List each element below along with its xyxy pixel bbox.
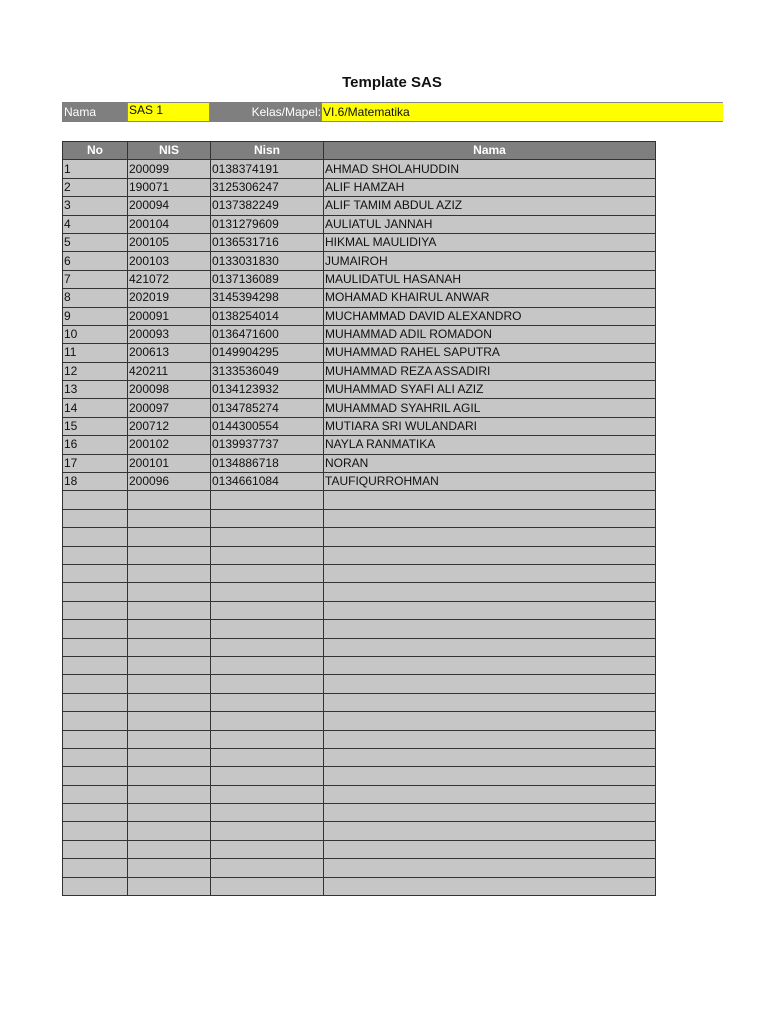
cell-no[interactable]: [63, 638, 128, 656]
cell-nisn[interactable]: [211, 528, 324, 546]
cell-nis[interactable]: [128, 656, 211, 674]
kelas-mapel-value-cell[interactable]: VI.6/Matematika: [322, 102, 723, 122]
cell-nama[interactable]: HIKMAL MAULIDIYA: [324, 233, 656, 251]
cell-nama[interactable]: [324, 767, 656, 785]
table-row: [63, 822, 656, 840]
cell-nis[interactable]: [128, 804, 211, 822]
table-row: [63, 362, 656, 380]
cell-nisn[interactable]: 0131279609: [211, 215, 324, 233]
table-row: [63, 712, 656, 730]
table-row: [63, 748, 656, 766]
cell-nama[interactable]: [324, 785, 656, 803]
cell-no[interactable]: [63, 840, 128, 858]
cell-no[interactable]: [63, 767, 128, 785]
cell-no[interactable]: [63, 748, 128, 766]
cell-nisn[interactable]: 0134123932: [211, 381, 324, 399]
cell-nama[interactable]: TAUFIQURROHMAN: [324, 473, 656, 491]
table-row: [63, 877, 656, 895]
table-row: [63, 417, 656, 435]
cell-no[interactable]: 17: [63, 454, 128, 472]
cell-nis[interactable]: [128, 638, 211, 656]
cell-nama[interactable]: ALIF HAMZAH: [324, 178, 656, 196]
table-row: [63, 509, 656, 527]
table-row: [63, 491, 656, 509]
cell-no[interactable]: 4: [63, 215, 128, 233]
cell-nisn[interactable]: 0144300554: [211, 417, 324, 435]
cell-nisn[interactable]: [211, 675, 324, 693]
cell-nis[interactable]: [128, 785, 211, 803]
table-row: [63, 546, 656, 564]
cell-nama[interactable]: [324, 675, 656, 693]
table-row: [63, 325, 656, 343]
cell-nis[interactable]: 421072: [128, 270, 211, 288]
cell-nisn[interactable]: [211, 822, 324, 840]
cell-nama[interactable]: MAULIDATUL HASANAH: [324, 270, 656, 288]
table-row: [63, 620, 656, 638]
cell-nisn[interactable]: [211, 583, 324, 601]
cell-nisn[interactable]: [211, 859, 324, 877]
table-row: [63, 344, 656, 362]
cell-no[interactable]: 5: [63, 233, 128, 251]
cell-no[interactable]: 15: [63, 417, 128, 435]
table-row: [63, 675, 656, 693]
cell-nisn[interactable]: [211, 546, 324, 564]
cell-nama[interactable]: [324, 564, 656, 582]
cell-nis[interactable]: [128, 564, 211, 582]
table-row: [63, 233, 656, 251]
cell-nisn[interactable]: [211, 509, 324, 527]
table-row: [63, 270, 656, 288]
cell-nisn[interactable]: 0134785274: [211, 399, 324, 417]
cell-no[interactable]: 13: [63, 381, 128, 399]
cell-no[interactable]: [63, 546, 128, 564]
cell-nisn[interactable]: [211, 601, 324, 619]
table-row: [63, 730, 656, 748]
cell-no[interactable]: [63, 564, 128, 582]
cell-no[interactable]: 6: [63, 252, 128, 270]
table-row: [63, 215, 656, 233]
cell-nama[interactable]: AULIATUL JANNAH: [324, 215, 656, 233]
cell-nis[interactable]: 420211: [128, 362, 211, 380]
table-row: [63, 178, 656, 196]
cell-nisn[interactable]: 0138254014: [211, 307, 324, 325]
cell-nisn[interactable]: [211, 638, 324, 656]
cell-no[interactable]: [63, 730, 128, 748]
cell-nis[interactable]: 202019: [128, 289, 211, 307]
cell-nis[interactable]: [128, 675, 211, 693]
cell-nisn[interactable]: 0136471600: [211, 325, 324, 343]
cell-nis[interactable]: 200712: [128, 417, 211, 435]
cell-no[interactable]: 1: [63, 160, 128, 178]
table-row: [63, 693, 656, 711]
cell-nisn[interactable]: 0139937737: [211, 436, 324, 454]
cell-nis[interactable]: [128, 693, 211, 711]
cell-nama[interactable]: NAYLA RANMATIKA: [324, 436, 656, 454]
cell-nis[interactable]: 190071: [128, 178, 211, 196]
cell-nama[interactable]: NORAN: [324, 454, 656, 472]
student-table: [62, 141, 656, 896]
cell-nisn[interactable]: [211, 748, 324, 766]
cell-nisn[interactable]: [211, 840, 324, 858]
cell-nama[interactable]: MUTIARA SRI WULANDARI: [324, 417, 656, 435]
nama-label: Nama: [62, 102, 127, 122]
cell-no[interactable]: 12: [63, 362, 128, 380]
kelas-mapel-label: Kelas/Mapel:: [210, 102, 322, 122]
cell-nis[interactable]: [128, 601, 211, 619]
table-header-row: [63, 142, 656, 160]
cell-nisn[interactable]: 3145394298: [211, 289, 324, 307]
cell-no[interactable]: [63, 601, 128, 619]
cell-nama[interactable]: [324, 528, 656, 546]
cell-no[interactable]: [63, 491, 128, 509]
cell-nis[interactable]: [128, 730, 211, 748]
cell-nis[interactable]: 200098: [128, 381, 211, 399]
cell-nisn[interactable]: 3125306247: [211, 178, 324, 196]
cell-no[interactable]: [63, 656, 128, 674]
cell-no[interactable]: [63, 804, 128, 822]
cell-nama[interactable]: [324, 822, 656, 840]
cell-no[interactable]: 3: [63, 197, 128, 215]
cell-nama[interactable]: ALIF TAMIM ABDUL AZIZ: [324, 197, 656, 215]
cell-nisn[interactable]: [211, 620, 324, 638]
table-row: [63, 381, 656, 399]
cell-nama[interactable]: [324, 546, 656, 564]
table-row: [63, 638, 656, 656]
cell-nis[interactable]: 200613: [128, 344, 211, 362]
cell-nis[interactable]: [128, 509, 211, 527]
cell-nis[interactable]: 200091: [128, 307, 211, 325]
page-title: Template SAS: [342, 74, 442, 91]
cell-nama[interactable]: [324, 877, 656, 895]
table-row: [63, 197, 656, 215]
cell-nisn[interactable]: [211, 693, 324, 711]
cell-nisn[interactable]: 0149904295: [211, 344, 324, 362]
table-row: [63, 859, 656, 877]
cell-no[interactable]: [63, 859, 128, 877]
cell-nama[interactable]: [324, 656, 656, 674]
cell-nis[interactable]: [128, 859, 211, 877]
table-body: [63, 160, 656, 896]
cell-nama[interactable]: [324, 859, 656, 877]
cell-nisn[interactable]: 0137382249: [211, 197, 324, 215]
cell-no[interactable]: [63, 822, 128, 840]
cell-nisn[interactable]: [211, 564, 324, 582]
cell-no[interactable]: [63, 620, 128, 638]
cell-nis[interactable]: [128, 822, 211, 840]
cell-no[interactable]: 18: [63, 473, 128, 491]
table-row: [63, 399, 656, 417]
cell-nis[interactable]: [128, 840, 211, 858]
cell-no[interactable]: [63, 675, 128, 693]
cell-nis[interactable]: 200104: [128, 215, 211, 233]
cell-no[interactable]: 9: [63, 307, 128, 325]
cell-nisn[interactable]: 0136531716: [211, 233, 324, 251]
cell-nis[interactable]: 200096: [128, 473, 211, 491]
cell-nama[interactable]: [324, 693, 656, 711]
cell-no[interactable]: [63, 785, 128, 803]
table-row: [63, 564, 656, 582]
cell-nisn[interactable]: 0134886718: [211, 454, 324, 472]
table-row: [63, 601, 656, 619]
cell-nisn[interactable]: [211, 804, 324, 822]
table-row: [63, 436, 656, 454]
cell-no[interactable]: [63, 877, 128, 895]
cell-no[interactable]: 11: [63, 344, 128, 362]
cell-no[interactable]: [63, 712, 128, 730]
cell-no[interactable]: 8: [63, 289, 128, 307]
cell-nama[interactable]: MOHAMAD KHAIRUL ANWAR: [324, 289, 656, 307]
cell-nis[interactable]: [128, 748, 211, 766]
cell-nisn[interactable]: [211, 656, 324, 674]
table-row: [63, 656, 656, 674]
cell-nis[interactable]: 200103: [128, 252, 211, 270]
cell-no[interactable]: 14: [63, 399, 128, 417]
header-nisn[interactable]: Nisn: [211, 142, 324, 160]
cell-nisn[interactable]: [211, 730, 324, 748]
cell-no[interactable]: [63, 528, 128, 546]
table-row: [63, 289, 656, 307]
cell-nama[interactable]: [324, 509, 656, 527]
table-row: [63, 473, 656, 491]
cell-nama[interactable]: [324, 583, 656, 601]
cell-no[interactable]: [63, 583, 128, 601]
cell-nisn[interactable]: [211, 785, 324, 803]
cell-nis[interactable]: [128, 528, 211, 546]
cell-nisn[interactable]: 0133031830: [211, 252, 324, 270]
cell-nama[interactable]: MUHAMMAD RAHEL SAPUTRA: [324, 344, 656, 362]
cell-nama[interactable]: AHMAD SHOLAHUDDIN: [324, 160, 656, 178]
cell-nis[interactable]: [128, 620, 211, 638]
table-row: [63, 840, 656, 858]
cell-no[interactable]: [63, 693, 128, 711]
cell-no[interactable]: 7: [63, 270, 128, 288]
table-row: [63, 767, 656, 785]
nama-value-cell[interactable]: SAS 1: [127, 102, 210, 122]
table-row: [63, 583, 656, 601]
cell-nis[interactable]: [128, 491, 211, 509]
cell-nama[interactable]: MUHAMMAD SYAHRIL AGIL: [324, 399, 656, 417]
cell-nama[interactable]: JUMAIROH: [324, 252, 656, 270]
cell-nama[interactable]: [324, 712, 656, 730]
cell-nis[interactable]: 200099: [128, 160, 211, 178]
cell-nis[interactable]: [128, 546, 211, 564]
cell-nisn[interactable]: [211, 767, 324, 785]
header-nis[interactable]: NIS: [128, 142, 211, 160]
table-row: [63, 528, 656, 546]
cell-nisn[interactable]: 3133536049: [211, 362, 324, 380]
table-row: [63, 252, 656, 270]
cell-nis[interactable]: 200097: [128, 399, 211, 417]
cell-nis[interactable]: 200105: [128, 233, 211, 251]
cell-no[interactable]: 16: [63, 436, 128, 454]
cell-nis[interactable]: [128, 712, 211, 730]
cell-no[interactable]: 10: [63, 325, 128, 343]
cell-nama[interactable]: [324, 730, 656, 748]
cell-nis[interactable]: 200101: [128, 454, 211, 472]
cell-nisn[interactable]: 0138374191: [211, 160, 324, 178]
table-row: [63, 454, 656, 472]
cell-nisn[interactable]: [211, 877, 324, 895]
cell-nisn[interactable]: 0134661084: [211, 473, 324, 491]
table-row: [63, 307, 656, 325]
cell-nama[interactable]: [324, 620, 656, 638]
cell-nama[interactable]: [324, 638, 656, 656]
cell-nisn[interactable]: [211, 491, 324, 509]
cell-nama[interactable]: MUHAMMAD ADIL ROMADON: [324, 325, 656, 343]
cell-nis[interactable]: 200093: [128, 325, 211, 343]
cell-nama[interactable]: [324, 601, 656, 619]
cell-nis[interactable]: [128, 877, 211, 895]
cell-nama[interactable]: MUHAMMAD REZA ASSADIRI: [324, 362, 656, 380]
cell-nis[interactable]: [128, 583, 211, 601]
cell-nisn[interactable]: [211, 712, 324, 730]
cell-no[interactable]: 2: [63, 178, 128, 196]
cell-nis[interactable]: 200102: [128, 436, 211, 454]
header-no[interactable]: No: [63, 142, 128, 160]
cell-nis[interactable]: [128, 767, 211, 785]
cell-nisn[interactable]: 0137136089: [211, 270, 324, 288]
cell-nama[interactable]: MUCHAMMAD DAVID ALEXANDRO: [324, 307, 656, 325]
cell-nama[interactable]: MUHAMMAD SYAFI ALI AZIZ: [324, 381, 656, 399]
cell-nama[interactable]: [324, 804, 656, 822]
cell-no[interactable]: [63, 509, 128, 527]
cell-nis[interactable]: 200094: [128, 197, 211, 215]
cell-nama[interactable]: [324, 840, 656, 858]
cell-nama[interactable]: [324, 748, 656, 766]
table-row: [63, 804, 656, 822]
cell-nama[interactable]: [324, 491, 656, 509]
table-row: [63, 160, 656, 178]
table-row: [63, 785, 656, 803]
header-nama[interactable]: Nama: [324, 142, 656, 160]
